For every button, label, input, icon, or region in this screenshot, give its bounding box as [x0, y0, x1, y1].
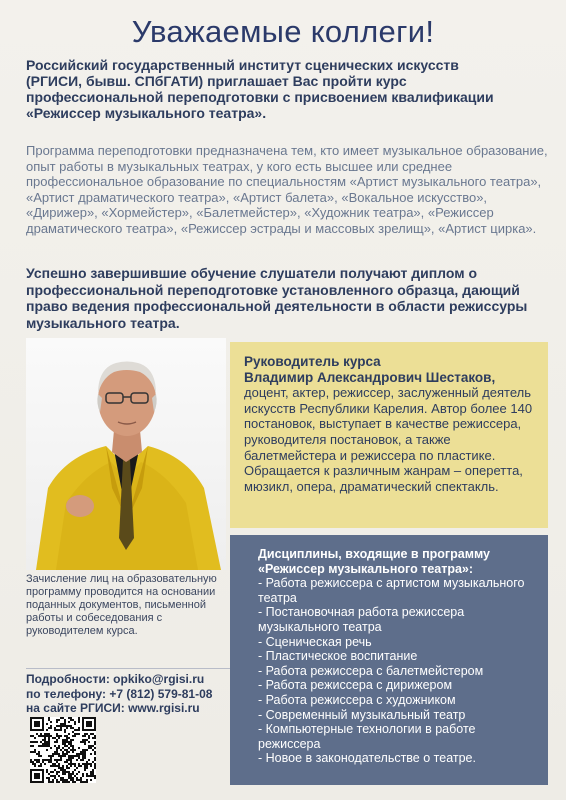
contacts-block: [26, 668, 236, 716]
list-item: - Сценическая речь: [258, 634, 372, 649]
qr-code[interactable]: [30, 717, 96, 783]
intro-line: Российский государственный институт сценических искусств: [26, 57, 459, 73]
director-name: Владимир Александрович Шестаков,: [244, 369, 496, 385]
enrollment-note: Зачисление лиц на образовательную программу проводится на основании поданных документов, письменной работы и собеседования с руководителем курса.: [26, 573, 217, 637]
diploma-info: Успешно завершившие обучение слушатели получают диплом о профессиональной переподготовке установленного образца, дающий право ведения профессиональной деятельности в области режиссуры музыкального театра.: [26, 265, 528, 331]
disciplines-box: [230, 535, 548, 785]
list-item: - Современный музыкальный театр: [258, 707, 466, 722]
list-item: - Работа режиссера с художником: [258, 692, 456, 707]
program-description: Программа переподготовки предназначена тем, кто имеет музыкальное образование, опыт работы в музыкальных театрах, у кого есть высшее или среднее профессиональное образование по специальностям «Артист музыкального театра», «Артист драматического театра», «Артист балета», «Вокальное искусство», «Дирижер», «Хормейстер», «Балетмейстер», «Художник театра», «Режиссер драматического театра», «Режиссер эстрады и массовых зрелищ», «Артист цирка».: [26, 143, 548, 236]
intro-line: «Режиссер музыкального театра».: [26, 105, 267, 121]
director-heading: Руководитель курса: [244, 354, 381, 369]
list-item: - Пластическое воспитание: [258, 649, 418, 664]
portrait-illustration: [26, 338, 226, 570]
disciplines-list: [258, 576, 538, 766]
list-item: - Работа режиссера с артистом музыкального театра: [258, 576, 525, 605]
list-item: - Компьютерные технологии в работе режиссера: [258, 722, 476, 751]
director-bio: доцент, актер, режиссер, заслуженный деятель искусств Республики Карелия. Автор более 140 постановок, выступает в качестве режиссера, руководителя постановок, а также балетмейстера и режиссера по пластике. Обращается к различным жанрам – оперетта, мюзикл, опера, драматический спектакль.: [244, 385, 533, 494]
disciplines-title: Дисциплины, входящие в программу «Режиссер музыкального театра»:: [258, 547, 490, 576]
contact-phone[interactable]: по телефону: +7 (812) 579-81-08: [26, 686, 213, 701]
intro-paragraph: [26, 57, 546, 121]
page-title: Уважаемые коллеги!: [131, 14, 435, 49]
director-photo: [26, 338, 226, 570]
qr-code-graphic: [30, 717, 96, 783]
intro-line: профессиональной переподготовки с присвоением квалификации: [26, 89, 494, 105]
contact-website[interactable]: на сайте РГИСИ: www.rgisi.ru: [26, 701, 200, 715]
director-box: [230, 342, 548, 528]
list-item: - Работа режиссера с балетмейстером: [258, 663, 484, 678]
list-item: - Работа режиссера с дирижером: [258, 678, 453, 693]
contact-email[interactable]: Подробности: opkiko@rgisi.ru: [26, 672, 205, 686]
list-item: - Новое в законодательстве о театре.: [258, 751, 476, 766]
list-item: - Постановочная работа режиссера музыкального театра: [258, 605, 465, 634]
intro-line: (РГИСИ, бывш. СПбГАТИ) приглашает Вас пройти курс: [26, 73, 407, 89]
